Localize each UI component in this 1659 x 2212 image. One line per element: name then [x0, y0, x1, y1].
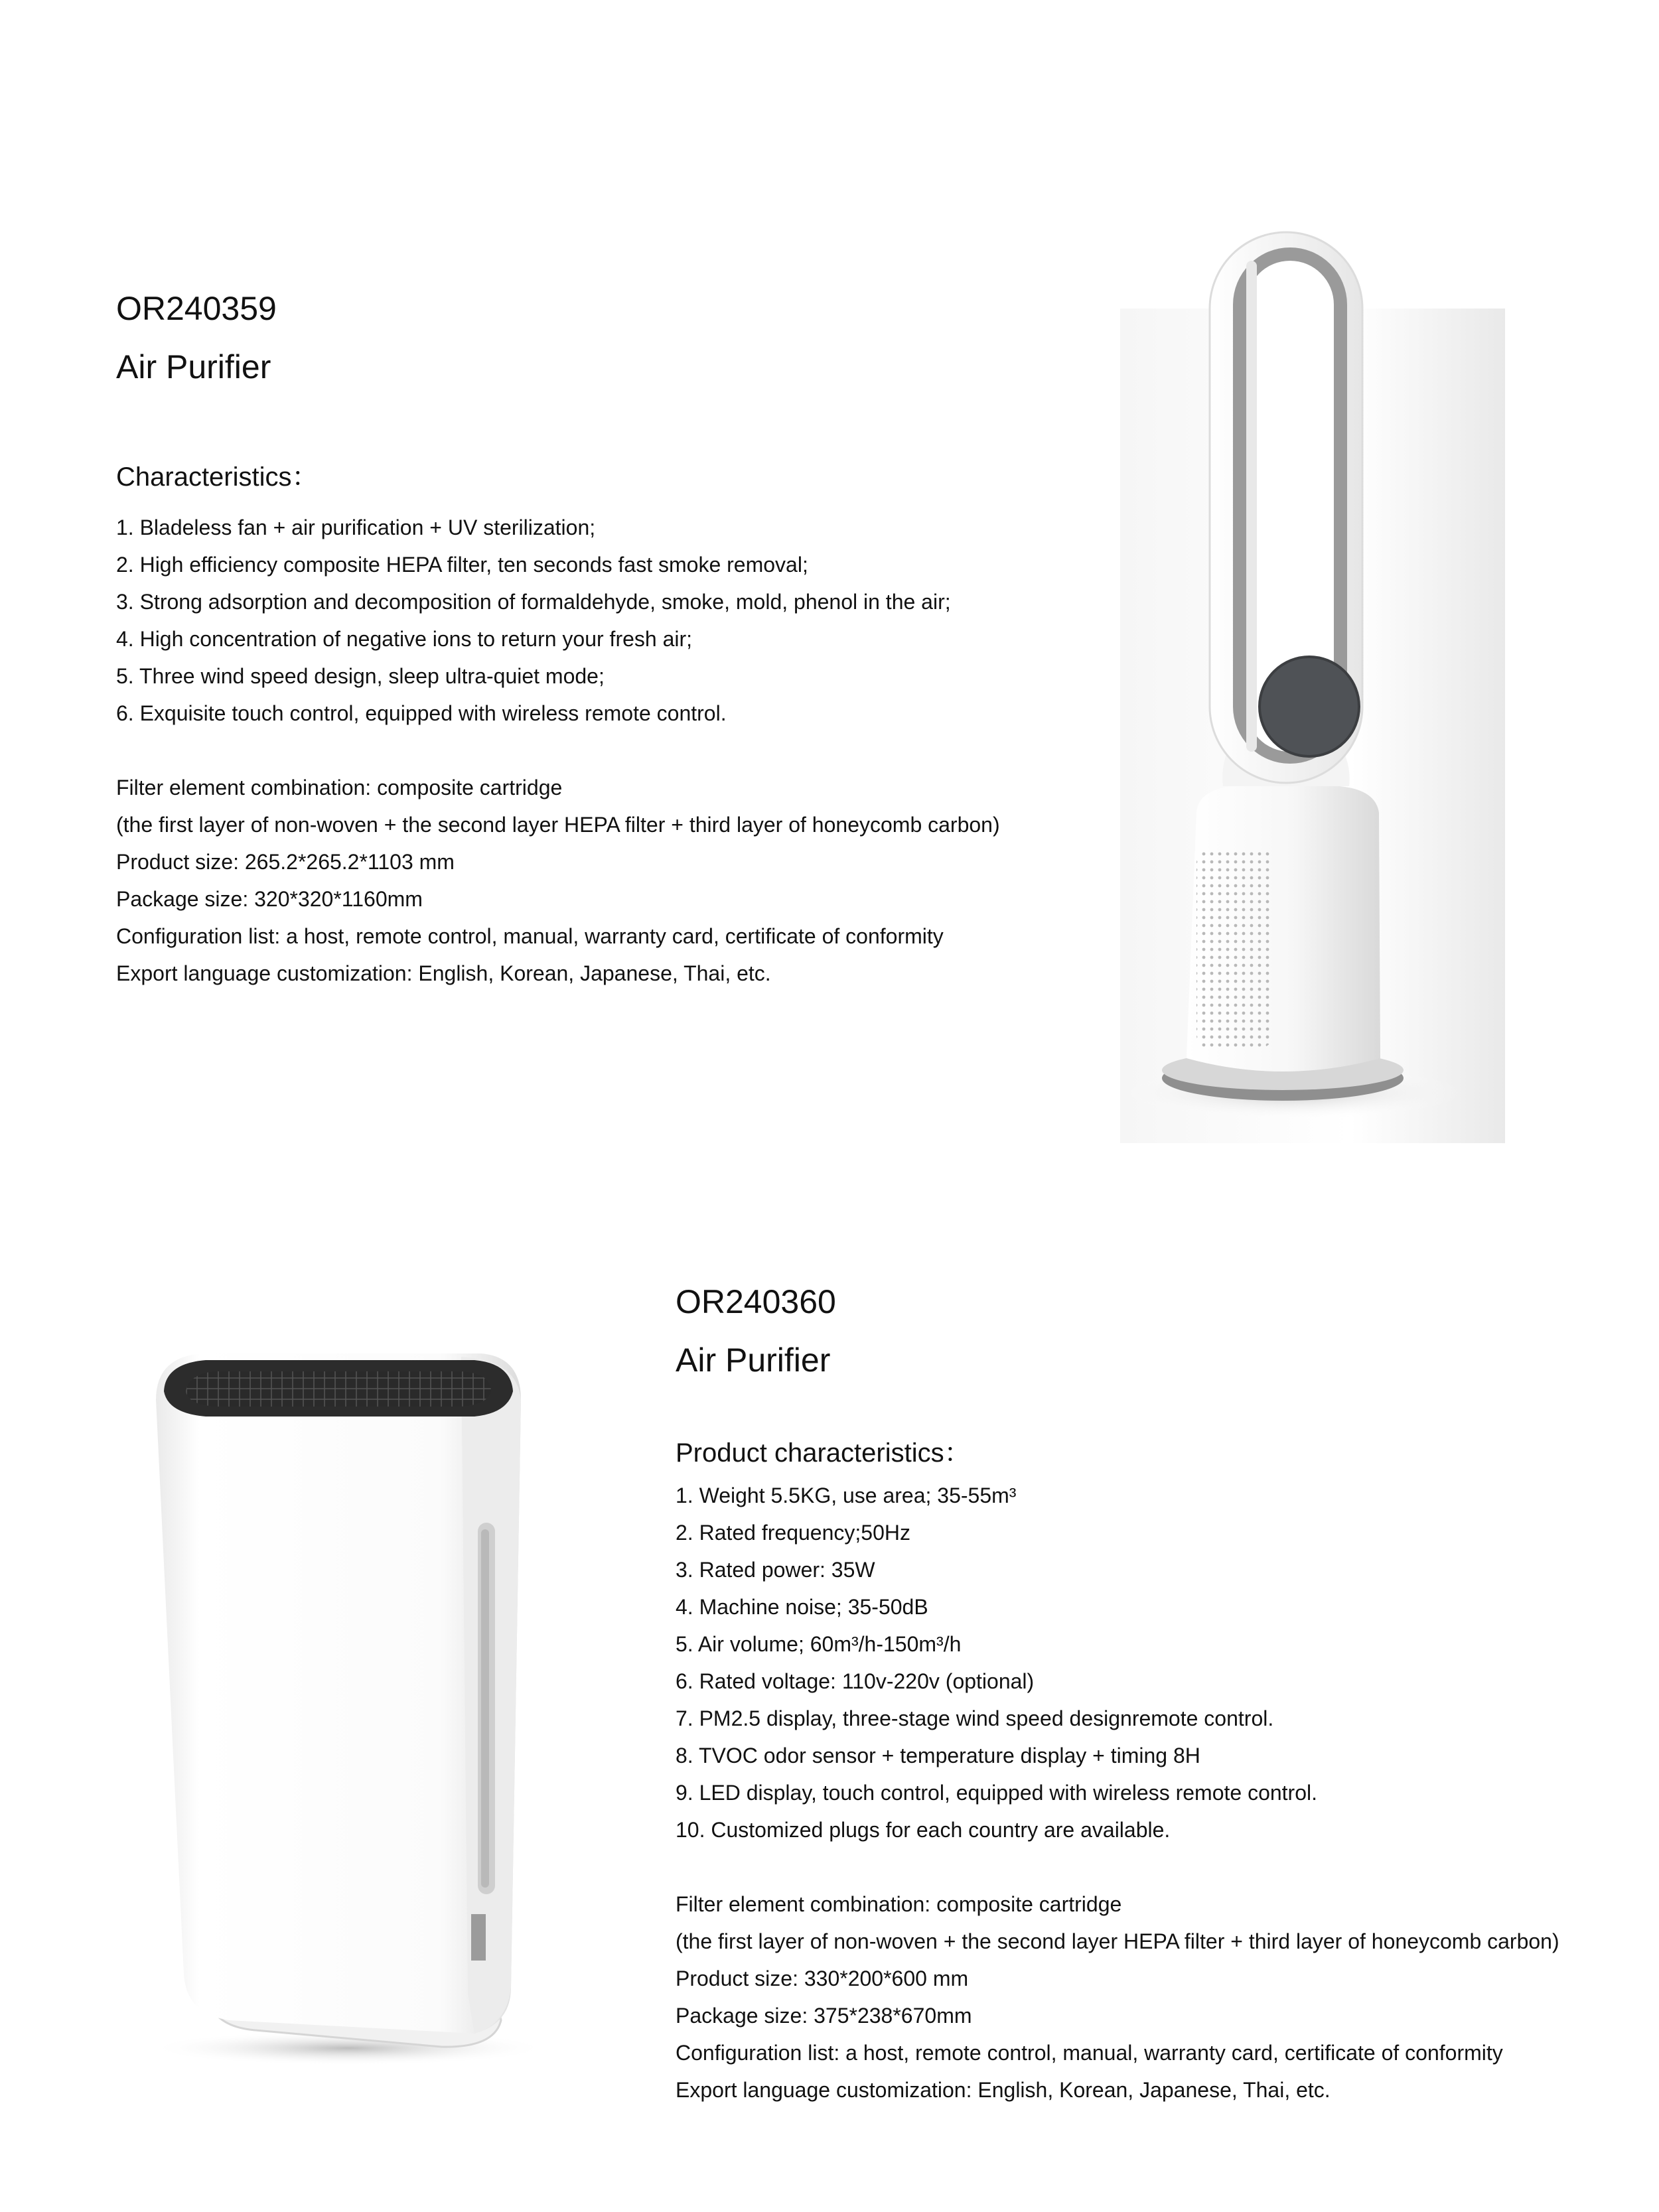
- list-item: 4. High concentration of negative ions to return your fresh air;: [116, 627, 693, 651]
- spec-line: Export language customization: English, Korean, Japanese, Thai, etc.: [116, 961, 771, 985]
- spec-line: Filter element combination: composite cartridge: [116, 776, 563, 799]
- product-1-image: [1120, 229, 1505, 1143]
- list-item: 6. Exquisite touch control, equipped with wireless remote control.: [116, 701, 727, 725]
- product-2-image: [149, 1330, 547, 2067]
- product-1-specs-list: [116, 777, 1112, 1000]
- list-item: 2. High efficiency composite HEPA filter, ten seconds fast smoke removal;: [116, 553, 808, 577]
- list-item: 5. Three wind speed design, sleep ultra-quiet mode;: [116, 664, 605, 688]
- spec-line: (the first layer of non-woven + the second layer HEPA filter + third layer of honeycomb carbon): [116, 813, 1000, 837]
- list-item: 3. Strong adsorption and decomposition of formaldehyde, smoke, mold, phenol in the air;: [116, 590, 951, 614]
- product-2-name: Air Purifier: [676, 1342, 831, 1379]
- list-item: 4. Machine noise; 35-50dB: [676, 1595, 928, 1619]
- spec-line: (the first layer of non-woven + the second layer HEPA filter + third layer of honeycomb carbon): [676, 1929, 1559, 1953]
- spec-line: Package size: 320*320*1160mm: [116, 887, 423, 911]
- list-item: 1. Weight 5.5KG, use area; 35-55m³: [676, 1484, 1017, 1507]
- list-item: 8. TVOC odor sensor + temperature display + timing 8H: [676, 1744, 1200, 1767]
- product-2-code: OR240360: [676, 1283, 836, 1320]
- product-1-name: Air Purifier: [116, 348, 271, 385]
- list-item: 7. PM2.5 display, three-stage wind speed designremote control.: [676, 1706, 1274, 1730]
- product-2-characteristics-heading: Product characteristics：: [676, 1438, 971, 1468]
- product-1-characteristics-heading: Characteristics：: [116, 462, 319, 492]
- list-item: 6. Rated voltage: 110v-220v (optional): [676, 1669, 1035, 1693]
- spec-line: Product size: 265.2*265.2*1103 mm: [116, 850, 455, 874]
- product-2-characteristics-list: [676, 1485, 1644, 1856]
- product-1-characteristics-list: [116, 517, 1112, 740]
- list-item: 5. Air volume; 60m³/h-150m³/h: [676, 1632, 962, 1656]
- product-1-section: [116, 292, 1112, 1000]
- product-2-section: [676, 1285, 1644, 2116]
- spec-line: Configuration list: a host, remote control, manual, warranty card, certificate of conformity: [116, 924, 944, 948]
- spec-line: Product size: 330*200*600 mm: [676, 1967, 969, 1990]
- product-2-specs-list: [676, 1894, 1644, 2116]
- list-item: 9. LED display, touch control, equipped with wireless remote control.: [676, 1781, 1317, 1805]
- list-item: 1. Bladeless fan + air purification + UV sterilization;: [116, 516, 596, 539]
- list-item: 2. Rated frequency;50Hz: [676, 1521, 910, 1545]
- product-1-code: OR240359: [116, 290, 277, 327]
- spec-line: Configuration list: a host, remote control, manual, warranty card, certificate of conformity: [676, 2041, 1503, 2065]
- spec-line: Export language customization: English, Korean, Japanese, Thai, etc.: [676, 2078, 1331, 2102]
- spec-line: Filter element combination: composite cartridge: [676, 1892, 1122, 1916]
- spec-line: Package size: 375*238*670mm: [676, 2004, 972, 2028]
- list-item: 10. Customized plugs for each country are available.: [676, 1818, 1171, 1842]
- list-item: 3. Rated power: 35W: [676, 1558, 875, 1582]
